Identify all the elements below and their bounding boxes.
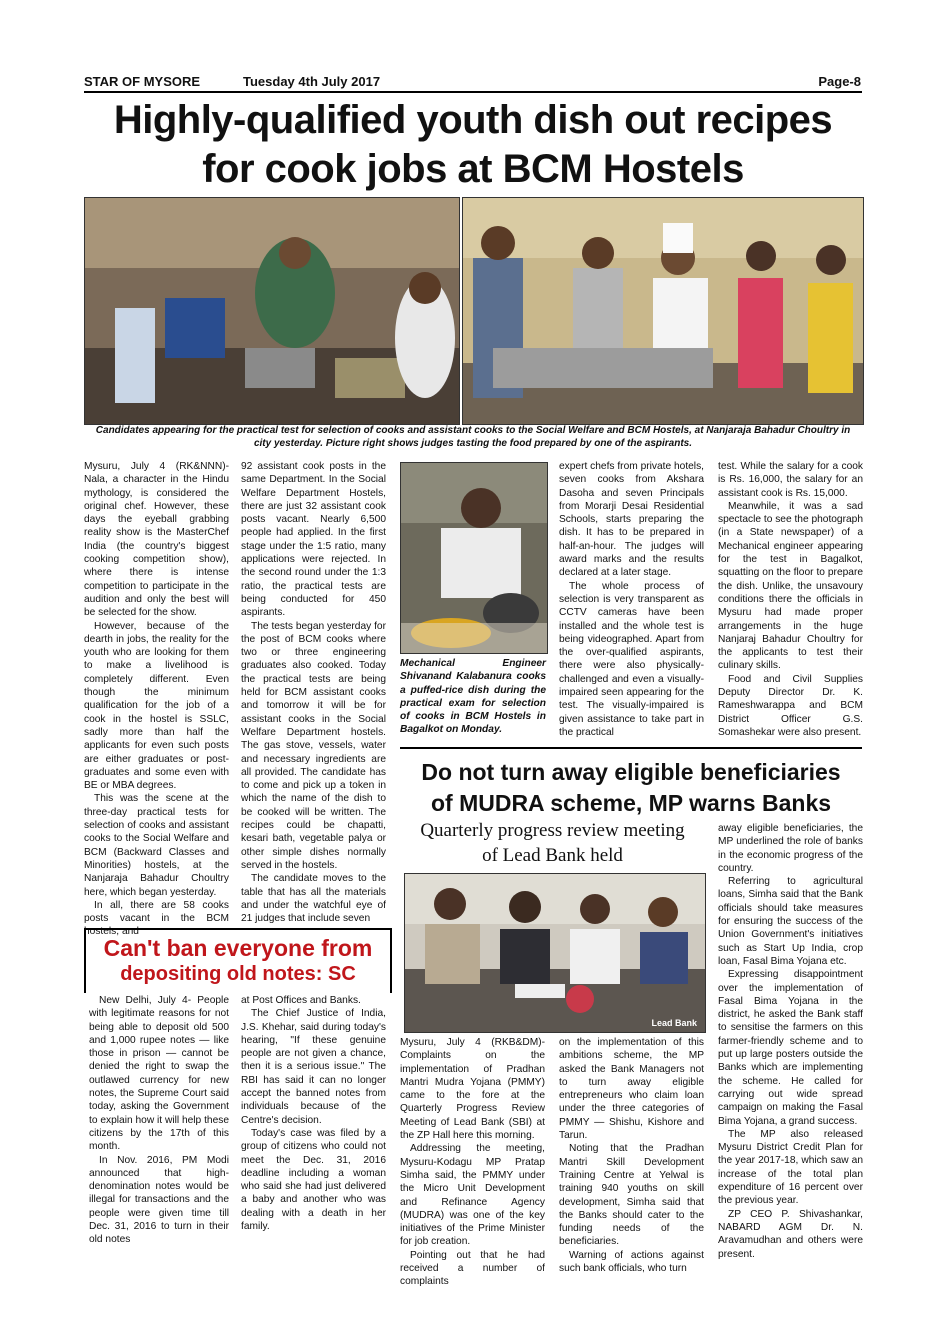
paragraph: Addressing the meeting, Mysuru-Kodagu MP Pratap Simha said, the PMMY under the Micro Unit Development and Refinance Agency (MUDRA) was one of the key initiatives of the Prime Minister for job creation. xyxy=(400,1143,545,1248)
sc-column1 xyxy=(89,994,229,1247)
paragraph: 92 assistant cook posts in the same Department. In the Social Welfare Department Hostels, there are just 32 assistant cook posts vacant. Nearly 6,500 people had applied. In the first stage under the 1:5 ratio, many applications were rejected. In the second round under the 1:3 ratio, the practical tests are being conducted for 450 aspirants. xyxy=(241,461,386,619)
story1-column1 xyxy=(84,460,229,939)
paragraph: Food and Civil Supplies Deputy Director Dr. K. Rameshwarappa and BCM District Officer G.S. Somashekar were also present. xyxy=(718,673,863,738)
paragraph: The tests began yesterday for the post of BCM cooks where two or three engineering graduates also cooked. Today the practical tests are being held for BCM assistant cooks and tomorrow it will be for assistant cooks in the Social Welfare Department hostels. The gas stove, vessels, water and necessary ingredients are all provided. The candidate has to come and pick up a token in which the name of the dish to be cooked will be written. The recipes could be chapatti, kesari bath, vegetable palya or other simple dishes normally served in the hostels. xyxy=(241,620,386,871)
paragraph: Expressing disappointment over the implementation of Fasal Bima Yojana in the district, he asked the Bank staff to sensitise the farmers on this farmer-friendly scheme and to put up large posters outside the Banks which are implementing the scheme. He called for carrying out wide spread campaign on making the Fasal Bima Yojana, a grand success. xyxy=(718,969,863,1127)
newspaper-name: STAR OF MYSORE xyxy=(84,74,201,89)
story1-column2 xyxy=(241,460,386,925)
lead-bank-meeting-photo xyxy=(404,873,706,1033)
paragraph: The Chief Justice of India, J.S. Khehar, said during today's hearing, "If these genuine people are not given a chance, then it is a serious issue." The RBI has said it can no longer accept the banned notes from individuals because of the Centre's decision. xyxy=(241,1008,386,1126)
photo-caption: Candidates appearing for the practical test for selection of cooks and assistant cooks to the Social Welfare and BCM Hostels, at Nanjaraja Bahadur Choultry in city yesterday. Picture right shows judges tasting the food prepared by one of the aspirants. xyxy=(95,425,851,449)
main-headline-line2: for cook jobs at BCM Hostels xyxy=(202,147,744,191)
paragraph: Mysuru, July 4 (RK&NNN)- Nala, a character in the Hindu mythology, is considered the original chef. However, these days the eyeball grabbing reality show is the MasterChef India (the country's biggest cooking competition show), where there is intense competition to participate in the audition and only the best will be selected for the show. xyxy=(84,461,229,619)
page-number: Page-8 xyxy=(818,74,861,89)
paragraph: Referring to agricultural loans, Simha said that the Bank officials should take measures for ensuring the success of the Union Government's initiatives such as Start Up India, crop loan, Fasal Bima Yojana etc. xyxy=(718,876,863,967)
mudra-column1 xyxy=(400,1036,545,1289)
paragraph: In all, there are 58 cooks posts vacant in the BCM hostels, and xyxy=(84,899,229,938)
issue-date: Tuesday 4th July 2017 xyxy=(243,74,381,89)
paragraph: Today's case was filed by a group of citizens who could not meet the Dec. 31, 2016 deadline including a woman who said she had just delivered a baby and another who was dealing with a death in her family. xyxy=(241,1127,386,1233)
mechanical-engineer-cooking-photo xyxy=(400,462,548,654)
story1-column5 xyxy=(718,460,863,739)
sc-headline-line1: Can't ban everyone from xyxy=(103,935,373,961)
mudra-column3 xyxy=(718,822,863,1261)
paragraph: Warning of actions against such bank officials, who turn xyxy=(559,1249,704,1275)
mudra-headline-line2: of MUDRA scheme, MP warns Banks xyxy=(430,790,832,816)
paragraph: The MP also released Mysuru District Credit Plan for the year 2017-18, which saw an increase of the total plan expenditure of 16 percent over the previous year. xyxy=(718,1128,863,1207)
main-headline-line1: Highly-qualified youth dish out recipes xyxy=(113,98,833,142)
paragraph: The candidate moves to the table that has all the materials and under the watchful eye of 21 judges that include seven xyxy=(241,873,386,925)
photo-banner-text: Lead Bank xyxy=(651,1018,697,1028)
paragraph: expert chefs from private hotels, seven cooks from Akshara Dasoha and seven Principals from Morarji Desai Residential Schools, starts preparing the dish. It has to be prepared in half-an-hour. The judges will award marks and the results declared at a later stage. xyxy=(559,461,704,579)
inset-photo-caption: Mechanical Engineer Shivanand Kalabanura cooks a puffed-rice dish during the practical exam for selection of cooks in BCM Hostels in Bagalkot on Monday. xyxy=(400,658,546,736)
sc-headline-line2: depositing old notes: SC xyxy=(120,963,356,985)
mudra-subhead-line2: of Lead Bank held xyxy=(482,845,623,866)
mudra-column2 xyxy=(559,1036,704,1275)
masthead-rule xyxy=(84,91,862,93)
paragraph: ZP CEO P. Shivashankar, NABARD AGM Dr. N. Aravamudhan and others were present. xyxy=(718,1208,863,1260)
paragraph: at Post Offices and Banks. xyxy=(241,995,361,1006)
paragraph: This was the scene at the three-day practical tests for selection of cooks and assistant cooks to the Social Welfare and BCM (Backward Classes and Minorities) hostels, at the Nanjaraja Bahadur Choultry here, which began yesterday. xyxy=(84,793,229,898)
paragraph: The whole process of selection is very transparent as CCTV cameras have been installed and the whole test is being videographed. Apart from the over-qualified aspirants, there were also physically-challenged and even a visually-impaired seen appearing for the test. The visually-impaired is given assistance to take part in the practical xyxy=(559,580,704,738)
paragraph: Pointing out that he had received a number of complaints xyxy=(400,1249,545,1288)
paragraph: However, because of the dearth in jobs, the reality for the youth who are looking for them to make a livelihood is completely different. Even though the minimum qualification for the job of a cook in the hostel is SSLC, sadly more than half the applicants for even such posts are either graduates or post-graduates and some even with BE or MBA degrees. xyxy=(84,620,229,792)
paragraph: New Delhi, July 4- People with legitimate reasons for not being able to deposit old 500 and 1,000 rupee notes — like those in prison — cannot be denied the right to swap the outlawed currency for new notes, the Supreme Court said today, asking the Government to explain how it will help these citizens by the 17th of this month. xyxy=(89,995,229,1153)
cooking-candidates-photo xyxy=(84,197,460,425)
paragraph: Mysuru, July 4 (RKB&DM)- Complaints on the implementation of Pradhan Mantri Mudra Yojana (PMMY) came to the fore at the Quarterly Progress Review Meeting of Lead Bank (SBI) at the ZP Hall here this morning. xyxy=(400,1037,545,1142)
paragraph: Meanwhile, it was a sad spectacle to see the photograph (in a State newspaper) of a Mechanical engineer appearing for the test in Bagalkot, squatting on the floor to prepare the dish. Unlike, the unsavoury conditions there the officials in Mysuru had made proper arrangements in the huge Nanjaraj Bahadur Choultry for the applicants to test their culinary skills. xyxy=(718,500,863,672)
paragraph: In Nov. 2016, PM Modi announced that high-denomination notes would be illegal for transactions and the people were given time till Dec. 31, 2016 to turn in their old notes xyxy=(89,1154,229,1246)
mudra-headline-line1: Do not turn away eligible beneficiaries xyxy=(421,759,841,785)
mudra-subhead-line1: Quarterly progress review meeting xyxy=(420,820,685,841)
paragraph: away eligible beneficiaries, the MP underlined the role of banks in the economic progress of the country. xyxy=(718,823,863,874)
paragraph: on the implementation of this ambitions scheme, the MP asked the Bank Managers not to turn away eligible entrepreneurs who claim loan under the three categories of PMMY — Shishu, Kishore and Tarun. xyxy=(559,1037,704,1142)
story1-column4 xyxy=(559,460,704,739)
sc-column2 xyxy=(241,994,386,1233)
judges-tasting-photo xyxy=(462,197,864,425)
section-rule xyxy=(400,747,862,749)
paragraph: test. While the salary for a cook is Rs. 16,000, the salary for an assistant cook is Rs. 15,000. xyxy=(718,461,863,499)
paragraph: Noting that the Pradhan Mantri Skill Development Training Centre at Yelwal is training 940 youths on skill development, Simha said that the Banks should cater to the funding needs of the beneficiaries. xyxy=(559,1143,704,1248)
